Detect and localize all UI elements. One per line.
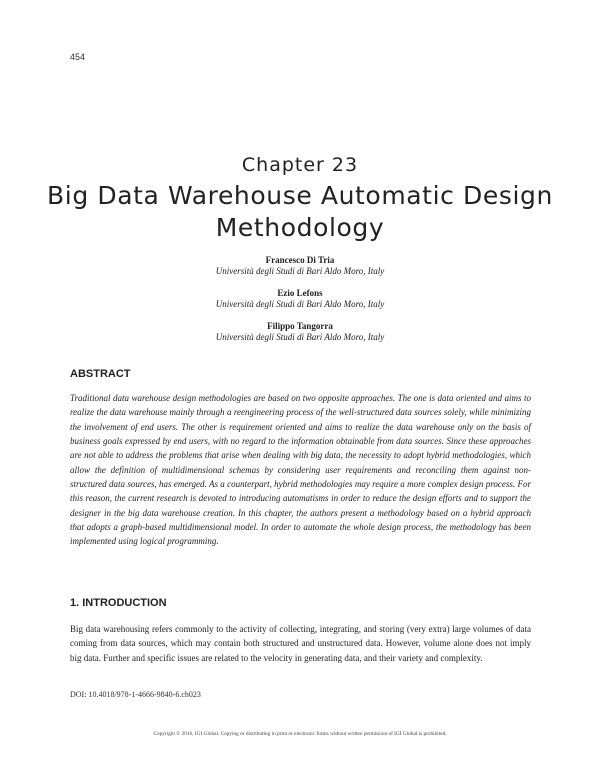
doi-text: DOI: 10.4018/978-1-4666-9840-6.ch023	[70, 690, 201, 699]
chapter-label: Chapter 23	[241, 154, 359, 176]
author-name: Francesco Di Tria	[265, 255, 335, 265]
author-name: Filippo Tangorra	[267, 321, 333, 331]
page-number: 454	[70, 52, 86, 62]
author-name: Ezio Lefons	[277, 288, 323, 298]
chapter-title: Big Data Warehouse Automatic Design Methodology	[47, 181, 553, 242]
author-block	[0, 288, 600, 310]
introduction-text: Big data warehousing refers commonly to the activity of collecting, integrating, and storing (very extra) large volumes of data coming from data sources, which may contain both structured and unstructured data. However, volume alone does not imply big data. Further and specific issues are related to the velocity in generating data, and their variety and complexity.	[70, 624, 531, 663]
author-affiliation: Università degli Studi di Bari Aldo Moro, Italy	[215, 299, 385, 309]
author-affiliation: Università degli Studi di Bari Aldo Moro, Italy	[215, 266, 385, 276]
author-block	[0, 321, 600, 343]
author-list	[0, 255, 600, 354]
abstract-text: Traditional data warehouse design methodologies are based on two opposite approaches. The one is data oriented and aims to realize the data warehouse mainly through a reengineering process of the well-structured data sources solely, while minimizing the involvement of end users. The other is requirement oriented and aims to realize the data warehouse only on the basis of business goals expressed by end users, with no regard to the information obtainable from data sources. Since these approaches are not able to address the problems that arise when dealing with big data, the necessity to adopt hybrid methodologies, which allow the definition of multidimensional schemas by considering user requirements and reconciling them against non-structured data sources, has emerged. As a counterpart, hybrid methodologies may require a more complex design process. For this reason, the current research is devoted to introducing automatisms in order to reduce the design efforts and to support the designer in the big data warehouse creation. In this chapter, the authors present a methodology based on a hybrid approach that adopts a graph-based multidimensional model. In order to automate the whole design process, the methodology has been implemented using logical programming.	[70, 393, 531, 547]
author-block	[0, 255, 600, 277]
copyright-notice: Copyright © 2016, IGI Global. Copying or distributing in print or electronic forms without written permission of IGI Global is prohibited.	[153, 731, 447, 737]
abstract-heading: ABSTRACT	[70, 368, 131, 380]
introduction-heading: 1. INTRODUCTION	[70, 597, 167, 609]
author-affiliation: Università degli Studi di Bari Aldo Moro, Italy	[215, 332, 385, 342]
